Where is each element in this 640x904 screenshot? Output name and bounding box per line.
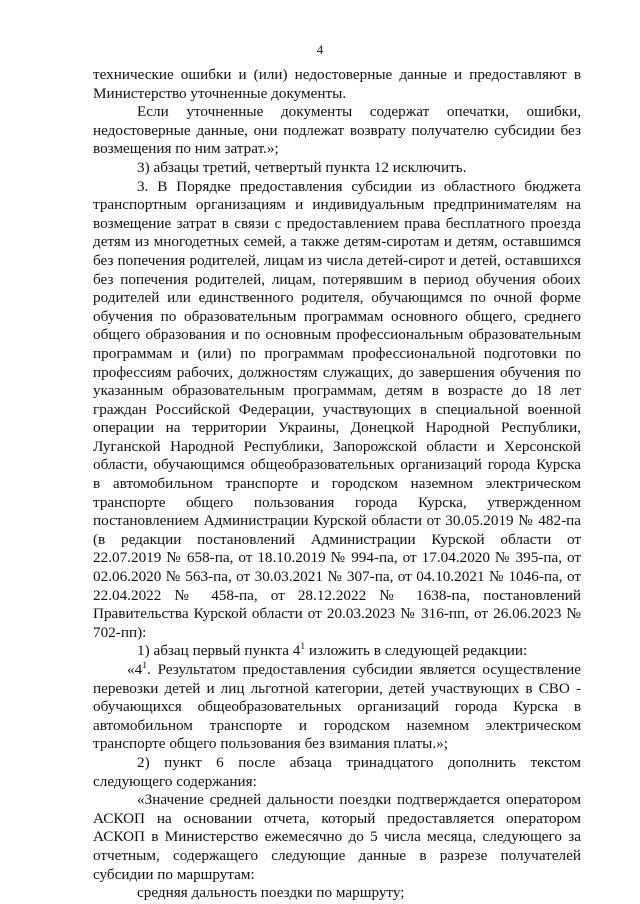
paragraph-average-distance: «Значение средней дальности поездки подтверждается оператором АСКОП на основании отчета, который предоставляется оператором АСКОП в Министерство ежемесячно до 5 числа месяца, следующего за отчетным, содержащего следующие данные в разрезе получателей субсидии по маршрутам: [93,791,581,883]
amendment-1-text-start: 1) абзац первый пункта 4 [137,642,301,660]
paragraph-route-distance: средняя дальность поездки по маршруту; [137,884,405,902]
paragraph-item-3-exclude: 3) абзацы третий, четвертый пункта 12 исключить. [137,158,467,176]
paragraph-continuation: технические ошибки и (или) недостоверные данные и предоставляют в Министерство уточненные документы. [93,66,581,102]
clause-4-1-text: . Результатом предоставления субсидии является осуществление перевозки детей и лиц льготной категории, детей участвующих в СВО - обучающихся общеобразовательных организаций города Курска в автомобильном транспорте и городском наземном электрическом транспорте общего пользования без взимания платы.»; [93,661,581,753]
page-number: 4 [316,42,324,57]
paragraph-amendment-1 [93,642,581,661]
clause-4-1-number: «4 [127,661,143,678]
paragraph-section-3-procedure: 3. В Порядке предоставления субсидии из областного бюджета транспортным организациям и индивидуальным предпринимателям на возмещение затрат в связи с предоставлением права бесплатного проезда детям из многодетных семей, а также детям-сиротам и детям, оставшимся без попечения родителей, лицам из числа детей-сирот и детей, оставшихся без попечения родителей, лицам, потерявшим в период обучения обоих родителей или единственного родителя, обучающимся по очной форме обучения по образовательным программам основного общего, среднего общего образования и по основным профессиональным образовательным программам и (или) по программам профессиональной подготовки по профессиям рабочих, должностям служащих, до завершения обучения по указанным образовательным программам, детям в возрасте до 18 лет граждан Российской Федерации, участвующих в специальной военной операции на территории Украины, Донецкой Народной Республики, Луганской Народной Республики, Запорожской области и Херсонской области, обучающимся общеобразовательных организаций города Курска в автомобильном транспорте и городском наземном электрическом транспорте общего пользования города Курска, утвержденном постановлением Администрации Курской области от 30.05.2019 № 482-па (в редакции постановлений Администрации Курской области от 22.07.2019 № 658-па, от 18.10.2019 № 994-па, от 17.04.2020 № 395-па, от 02.06.2020 № 563-па, от 30.03.2021 № 307-па, от 04.10.2021 № 1046-па, от 22.04.2022 № 458-па, от 28.12.2022 № 1638-па, постановлений Правительства Курской области от 20.03.2023 № 316-пп, от 26.06.2023 № 702-пп): [93,177,581,641]
amendment-1-text-end: изложить в следующей редакции: [305,642,528,660]
document-body [93,66,581,903]
paragraph-amendment-2: 2) пункт 6 после абзаца тринадцатого дополнить текстом следующего содержания: [93,753,581,790]
superscript-marker: 1 [142,661,147,671]
paragraph-corrected-documents: Если уточненные документы содержат опечатки, ошибки, недостоверные данные, они подлежат возврату получателю субсидии без возмещения по ним затрат.»; [93,103,581,158]
paragraph-clause-4-1 [93,661,581,754]
superscript-marker: 1 [300,642,306,653]
